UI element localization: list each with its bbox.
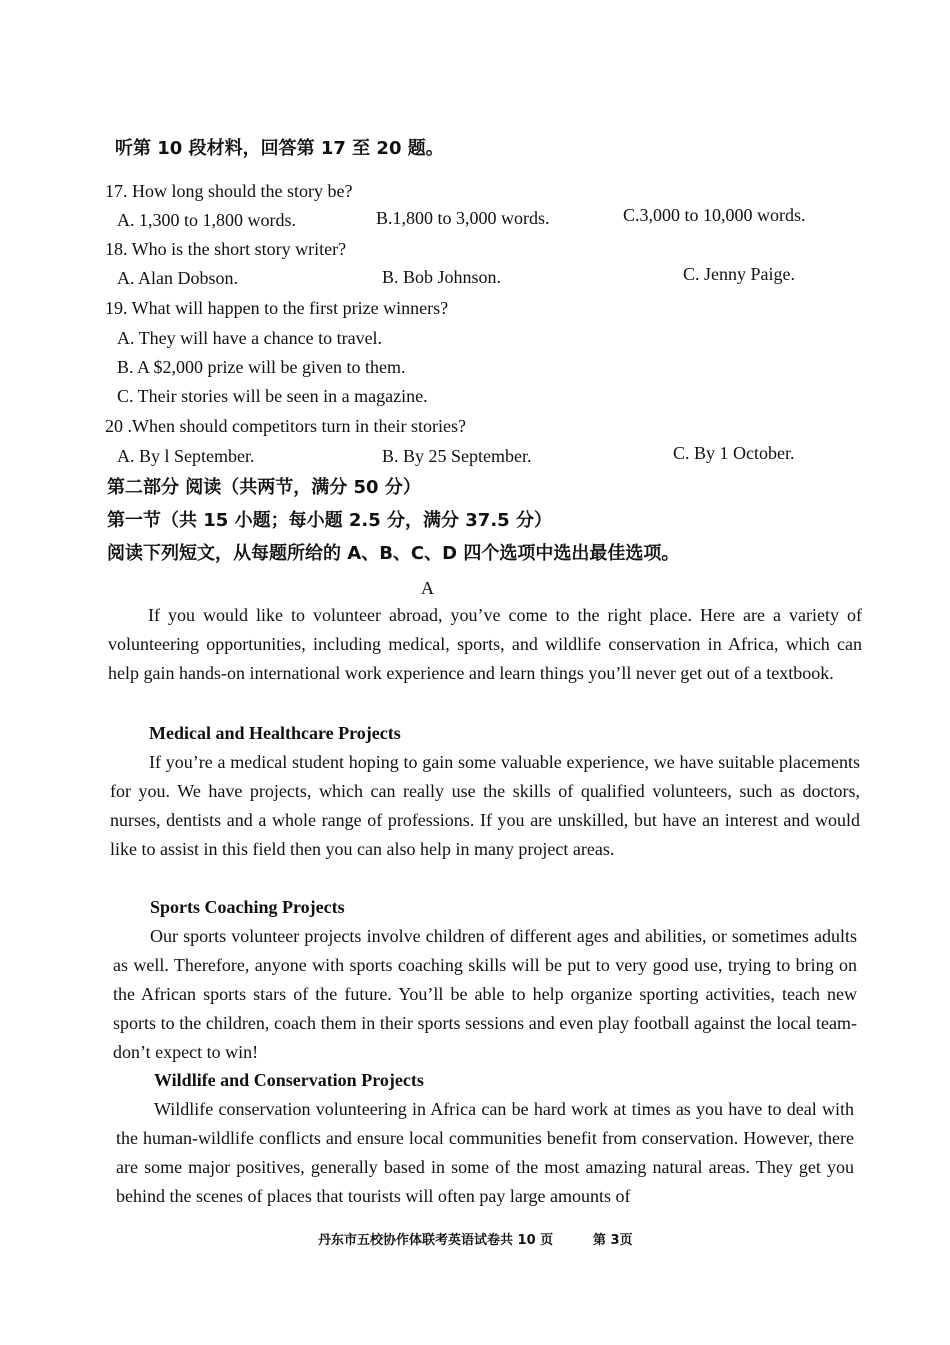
question-20-option-c: C. By 1 October. bbox=[673, 443, 795, 463]
question-18-option-c: C. Jenny Paige. bbox=[683, 264, 795, 284]
question-17-option-c: C.3,000 to 10,000 words. bbox=[623, 205, 806, 225]
question-18-option-a: A. Alan Dobson. bbox=[117, 268, 238, 288]
section-instruction: 阅读下列短文，从每题所给的 A、B、C、D 四个选项中选出最佳选项。 bbox=[107, 543, 680, 564]
listening-instruction: 听第 10 段材料，回答第 17 至 20 题。 bbox=[115, 138, 444, 159]
question-18-option-b: B. Bob Johnson. bbox=[382, 267, 502, 287]
heading-wildlife: Wildlife and Conservation Projects bbox=[154, 1070, 424, 1090]
passage-letter: A bbox=[421, 578, 434, 598]
footer-page-number: 第 3页 bbox=[593, 1233, 633, 1248]
question-19-stem: 19. What will happen to the first prize winners? bbox=[105, 298, 449, 318]
section-part-two: 第二部分 阅读（共两节，满分 50 分） bbox=[107, 477, 421, 498]
heading-medical: Medical and Healthcare Projects bbox=[149, 723, 401, 743]
question-19-option-b: B. A $2,000 prize will be given to them. bbox=[117, 357, 406, 377]
question-17-option-b: B.1,800 to 3,000 words. bbox=[376, 208, 550, 228]
passage-intro: If you would like to volunteer abroad, you’ve come to the right place. Here are a variety of volunteering opportunities, including medical, sports, and wildlife conservation in Africa, which can help gain hands-on international work experience and learn things you’ll never get out of a textbook. bbox=[108, 605, 862, 683]
question-19-option-a: A. They will have a chance to travel. bbox=[117, 328, 383, 348]
paragraph-medical: If you’re a medical student hoping to gain some valuable experience, we have suitable placements for you. We have projects, which can really use the skills of qualified volunteers, such as doctors, nurses, dentists and a whole range of professions. If you are unskilled, but have an interest and would like to assist in this field then you can also help in many project areas. bbox=[110, 752, 860, 859]
question-20-option-a: A. By l September. bbox=[117, 446, 255, 466]
section-one: 第一节（共 15 小题；每小题 2.5 分，满分 37.5 分） bbox=[107, 510, 552, 531]
question-17-option-a: A. 1,300 to 1,800 words. bbox=[117, 210, 296, 230]
heading-sports: Sports Coaching Projects bbox=[150, 897, 345, 917]
question-17-stem: 17. How long should the story be? bbox=[105, 181, 353, 201]
footer-title: 丹东市五校协作体联考英语试卷共 10 页 bbox=[318, 1233, 554, 1248]
question-20-stem: 20 .When should competitors turn in their stories? bbox=[105, 416, 466, 436]
question-18-stem: 18. Who is the short story writer? bbox=[105, 239, 347, 259]
question-20-option-b: B. By 25 September. bbox=[382, 446, 532, 466]
paragraph-wildlife: Wildlife conservation volunteering in Africa can be hard work at times as you have to deal with the human-wildlife conflicts and ensure local communities benefit from conservation. However, there are some major positives, generally based in some of the most amazing natural areas. They get you behind the scenes of places that tourists will often pay large amounts of bbox=[116, 1099, 854, 1206]
question-19-option-c: C. Their stories will be seen in a magazine. bbox=[117, 386, 428, 406]
paragraph-sports: Our sports volunteer projects involve children of different ages and abilities, or sometimes adults as well. Therefore, anyone with sports coaching skills will be put to very good use, trying to bring on the African sports stars of the future. You’ll be able to help organize sporting activities, teach new sports to the children, coach them in their sports sessions and even play football against the local team-don’t expect to win! bbox=[113, 926, 857, 1062]
